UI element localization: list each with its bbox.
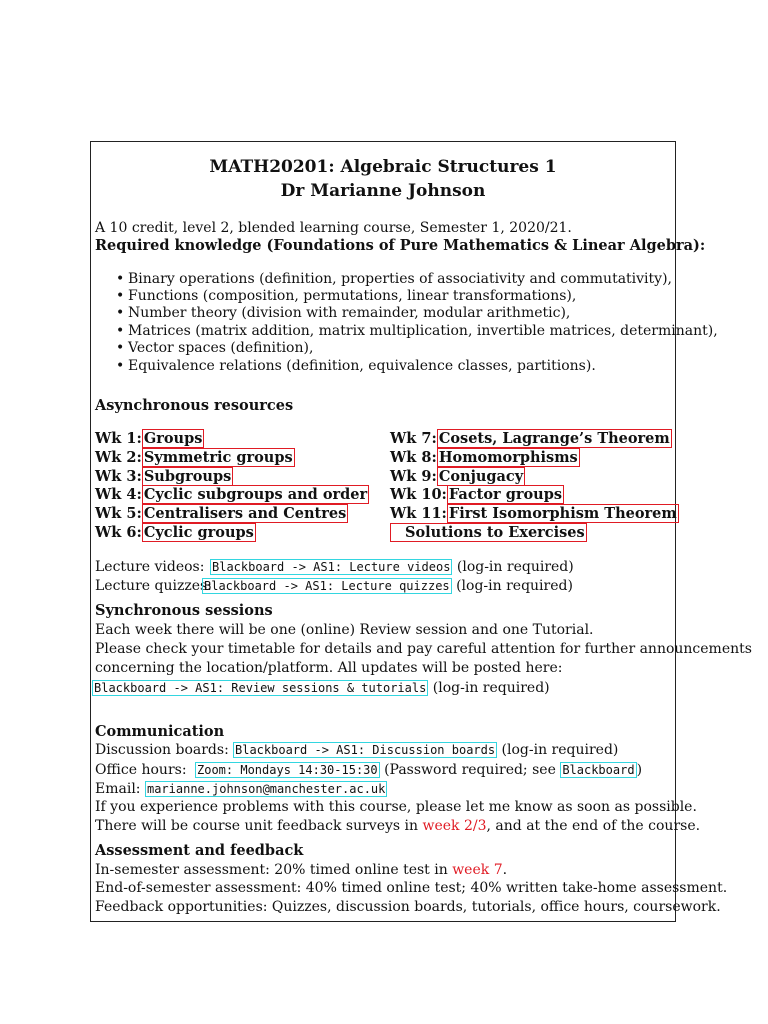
in-semester-assessment: In-semester assessment: 20% timed online test in week 7. <box>95 862 508 878</box>
week-8-link[interactable]: Homomorphisms <box>438 449 578 466</box>
lecture-videos-link[interactable]: Blackboard -> AS1: Lecture videos <box>212 560 451 574</box>
week-row-3: Wk 3: Subgroups <box>95 468 232 485</box>
week-row-5: Wk 5: Centralisers and Centres <box>95 505 347 522</box>
review-sessions-link[interactable]: Blackboard -> AS1: Review sessions & tutorials <box>94 681 427 695</box>
lecture-videos-row: Lecture videos: Blackboard -> AS1: Lecture videos (log-in required) <box>95 559 574 575</box>
survey-note: There will be course unit feedback surveys in week 2/3, and at the end of the course. <box>95 818 701 834</box>
async-heading: Asynchronous resources <box>95 397 294 414</box>
office-hours-row: Office hours: Zoom: Mondays 14:30-15:30 (Password required; see Blackboard ) <box>95 762 643 778</box>
week-row-6: Wk 6: Cyclic groups <box>95 524 254 541</box>
week-row-4: Wk 4: Cyclic subgroups and order <box>95 486 368 503</box>
zoom-office-hours-link[interactable]: Zoom: Mondays 14:30-15:30 <box>197 763 378 777</box>
week-3-link[interactable]: Subgroups <box>143 468 232 485</box>
prerequisite-item: • Matrices (matrix addition, matrix multiplication, invertible matrices, determinant), <box>116 323 718 339</box>
week-row-8: Wk 8: Homomorphisms <box>390 449 578 466</box>
week-4-link[interactable]: Cyclic subgroups and order <box>143 486 368 503</box>
email-row: Email: marianne.johnson@manchester.ac.uk <box>95 781 386 797</box>
solutions-row <box>390 524 587 541</box>
email-link[interactable]: marianne.johnson@manchester.ac.uk <box>146 782 386 796</box>
week-row-7: Wk 7: Cosets, Lagrange’s Theorem <box>390 430 670 447</box>
week-7-link[interactable]: Cosets, Lagrange’s Theorem <box>438 430 670 447</box>
week-1-link[interactable]: Groups <box>143 430 203 447</box>
week-2-link[interactable]: Symmetric groups <box>143 449 293 466</box>
week-row-9: Wk 9: Conjugacy <box>390 468 524 485</box>
discussion-boards-link[interactable]: Blackboard -> AS1: Discussion boards <box>235 743 496 757</box>
discussion-boards-row: Discussion boards: Blackboard -> AS1: Discussion boards (log-in required) <box>95 742 619 758</box>
sync-line-3: concerning the location/platform. All updates will be posted here: <box>95 660 563 676</box>
lecturer-name: Dr Marianne Johnson <box>280 181 486 201</box>
required-knowledge-heading: Required knowledge (Foundations of Pure Mathematics & Linear Algebra): <box>95 237 706 254</box>
sync-heading: Synchronous sessions <box>95 602 273 619</box>
week-10-link[interactable]: Factor groups <box>448 486 562 503</box>
survey-weeks-link[interactable]: week 2/3 <box>422 818 487 834</box>
week-row-2: Wk 2: Symmetric groups <box>95 449 293 466</box>
assessment-heading: Assessment and feedback <box>95 842 304 859</box>
end-semester-assessment: End-of-semester assessment: 40% timed online test; 40% written take-home assessment. <box>95 880 728 896</box>
week-row-11: Wk 11: First Isomorphism Theorem <box>390 505 677 522</box>
feedback-opportunities: Feedback opportunities: Quizzes, discussion boards, tutorials, office hours, coursework. <box>95 899 721 915</box>
problems-note: If you experience problems with this course, please let me know as soon as possible. <box>95 799 697 815</box>
lecture-quizzes-link[interactable]: Blackboard -> AS1: Lecture quizzes <box>204 579 450 593</box>
week-6-link[interactable]: Cyclic groups <box>143 524 254 541</box>
week-7-assessment-link[interactable]: week 7 <box>452 862 503 878</box>
week-5-link[interactable]: Centralisers and Centres <box>143 505 347 522</box>
communication-heading: Communication <box>95 723 225 740</box>
prerequisite-item: • Equivalence relations (definition, equivalence classes, partitions). <box>116 358 596 374</box>
sync-line-1: Each week there will be one (online) Review session and one Tutorial. <box>95 622 594 638</box>
week-11-link[interactable]: First Isomorphism Theorem <box>448 505 677 522</box>
prerequisite-item: • Binary operations (definition, properties of associativity and commutativity), <box>116 271 672 287</box>
course-description: A 10 credit, level 2, blended learning course, Semester 1, 2020/21. <box>95 220 572 236</box>
blackboard-password-link[interactable]: Blackboard <box>562 763 635 777</box>
course-title: MATH20201: Algebraic Structures 1 <box>209 157 557 177</box>
solutions-link[interactable]: Solutions to Exercises <box>390 523 587 542</box>
week-row-1: Wk 1: Groups <box>95 430 203 447</box>
sync-line-2: Please check your timetable for details and pay careful attention for further announcements <box>95 641 752 657</box>
lecture-quizzes-row: Lecture quizzes:Blackboard -> AS1: Lecture quizzes (log-in required) <box>95 578 573 594</box>
review-sessions-row: Blackboard -> AS1: Review sessions & tutorials (log-in required) <box>94 680 550 696</box>
prerequisite-item: • Functions (composition, permutations, linear transformations), <box>116 288 577 304</box>
week-row-10: Wk 10: Factor groups <box>390 486 562 503</box>
prerequisite-item: • Vector spaces (definition), <box>116 340 314 356</box>
prerequisite-item: • Number theory (division with remainder, modular arithmetic), <box>116 305 571 321</box>
week-9-link[interactable]: Conjugacy <box>438 468 524 485</box>
